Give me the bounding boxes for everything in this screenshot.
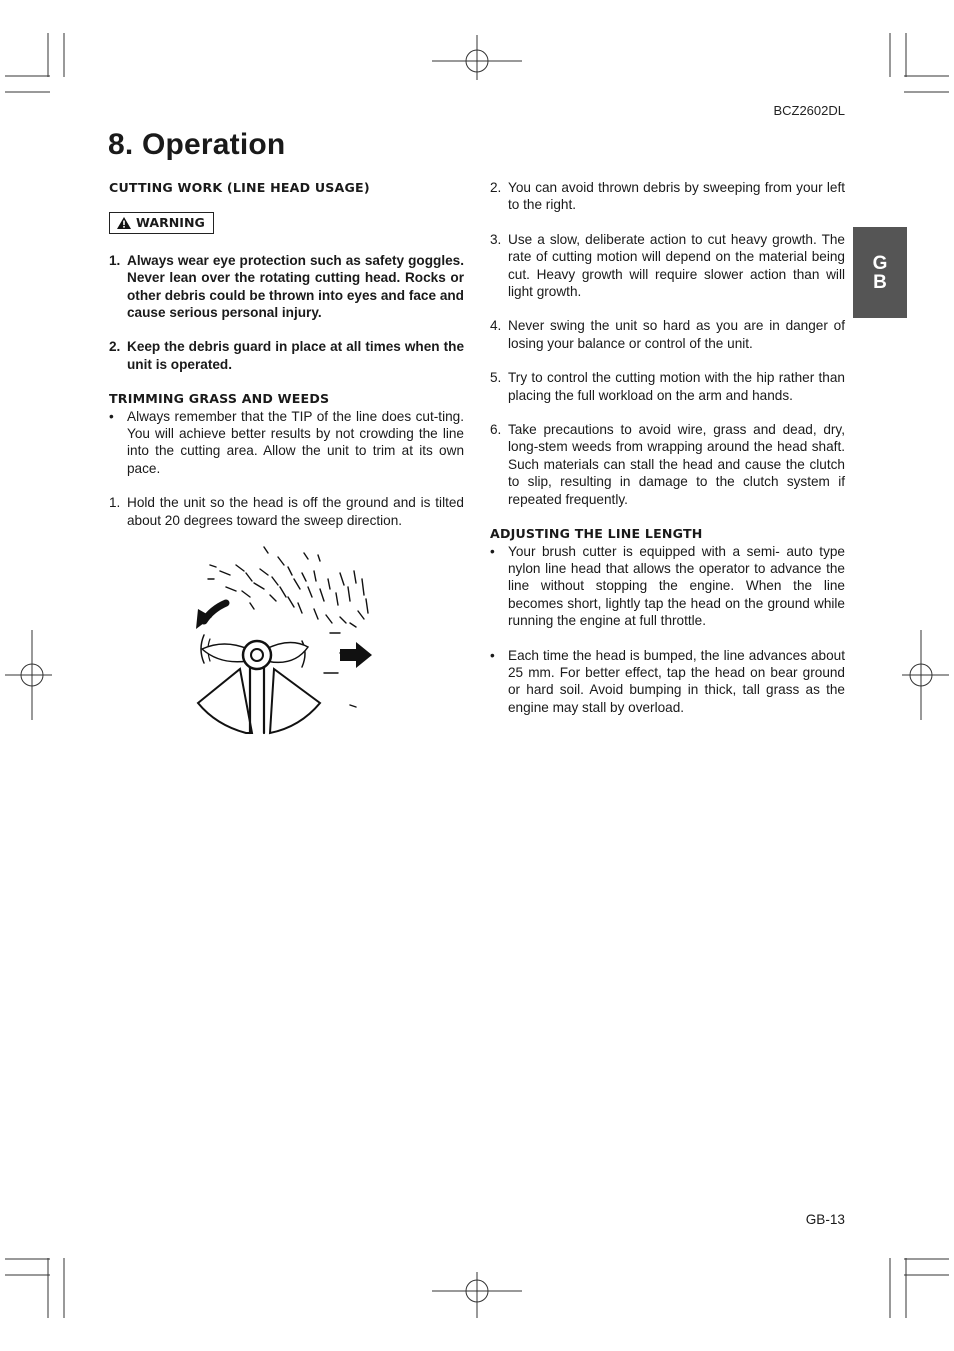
bullet-mark: • <box>490 543 495 559</box>
warning-text: Always wear eye protection such as safety goggles. Never lean over the rotating cutting head. Rocks or other debris could be thrown into eyes and face and cause serious personal injury. <box>127 252 464 321</box>
line-head-right-blade <box>266 642 308 662</box>
step-num: 5. <box>490 370 502 386</box>
step-num: 3. <box>490 231 502 247</box>
step-item-4 <box>490 317 845 352</box>
left-column <box>109 179 464 529</box>
warning-triangle-icon <box>117 217 131 229</box>
warning-text: WARNING <box>136 215 205 231</box>
adjust-heading: ADJUSTING THE LINE LENGTH <box>490 526 703 542</box>
step-text: You can avoid thrown debris by sweeping from your left to the right. <box>508 180 845 213</box>
step-num: 1. <box>109 495 121 511</box>
bullet-mark: • <box>490 647 495 663</box>
page-number: GB-13 <box>805 1212 845 1227</box>
model-number: BCZ2602DL <box>773 103 845 118</box>
tab-letter-b: B <box>873 271 887 293</box>
adjust-bullet-1 <box>490 543 845 630</box>
tab-letter-g: G <box>872 252 888 274</box>
step-item-2 <box>490 179 845 214</box>
bullet-text: Your brush cutter is equipped with a semi- auto type nylon line head that allows the operator to advance the line without stopping the engine. When the line becomes short, lightly tap the head on the ground while running the engine at full throttle. <box>508 543 845 629</box>
shaft <box>250 661 264 733</box>
debris-guard-left <box>198 669 252 733</box>
step-text: Hold the unit so the head is off the ground and is tilted about 20 degrees toward the sweep direction. <box>127 495 464 528</box>
debris-guard-right <box>270 669 320 733</box>
step-item-3 <box>490 231 845 301</box>
step-num: 2. <box>490 180 502 195</box>
step-text: Try to control the cutting motion with the hip rather than placing the full workload on the arm and hands. <box>508 370 845 403</box>
step-text: Use a slow, deliberate action to cut heavy growth. The rate of cutting motion will depend on the material being cut. Heavy growth will require slower action than will light growth. <box>508 231 845 300</box>
warning-num: 2. <box>109 339 121 355</box>
warning-text: Keep the debris guard in place at all times when the unit is operated. <box>127 339 464 372</box>
bullet-text: Each time the head is bumped, the line advances about 25 mm. For better effect, tap the head on bear ground or hard soil. Avoid bumping in thick, tall grass as the engine may stall by overload. <box>508 647 845 715</box>
line-head-hub <box>243 641 271 669</box>
warning-item-1 <box>109 252 464 322</box>
step-item-5 <box>490 369 845 404</box>
trimming-heading: TRIMMING GRASS AND WEEDS <box>109 391 330 407</box>
cutting-heading: CUTTING WORK (LINE HEAD USAGE) <box>109 180 370 195</box>
step-text: Never swing the unit so hard as you are in danger of losing your balance or control of the unit. <box>508 318 845 351</box>
step-item-1 <box>109 494 464 529</box>
warning-label <box>109 212 214 233</box>
bullet-mark: • <box>109 408 114 424</box>
warning-item-2 <box>109 338 464 373</box>
step-num: 6. <box>490 422 502 438</box>
right-column <box>490 179 845 716</box>
bullet-text: Always remember that the TIP of the line does cut-ting. You will achieve better results by not crowding the line into the cutting area. Allow the unit to trim at its own pace. <box>127 408 464 476</box>
trimming-bullet <box>109 408 464 478</box>
adjust-bullet-2 <box>490 647 845 717</box>
direction-arrow-right <box>340 642 372 668</box>
step-text: Take precautions to avoid wire, grass and dead, dry, long-stem weeds from wrapping around the head shaft. Such materials can stall the head and cause the clutch to slip, resulting in damage to the clutch system if repeated frequently. <box>508 422 845 507</box>
warning-num: 1. <box>109 252 121 268</box>
language-tab <box>853 227 907 318</box>
step-num: 4. <box>490 318 502 334</box>
page-title: 8. Operation <box>108 128 286 161</box>
step-item-6 <box>490 421 845 508</box>
trimming-illustration <box>190 543 390 738</box>
